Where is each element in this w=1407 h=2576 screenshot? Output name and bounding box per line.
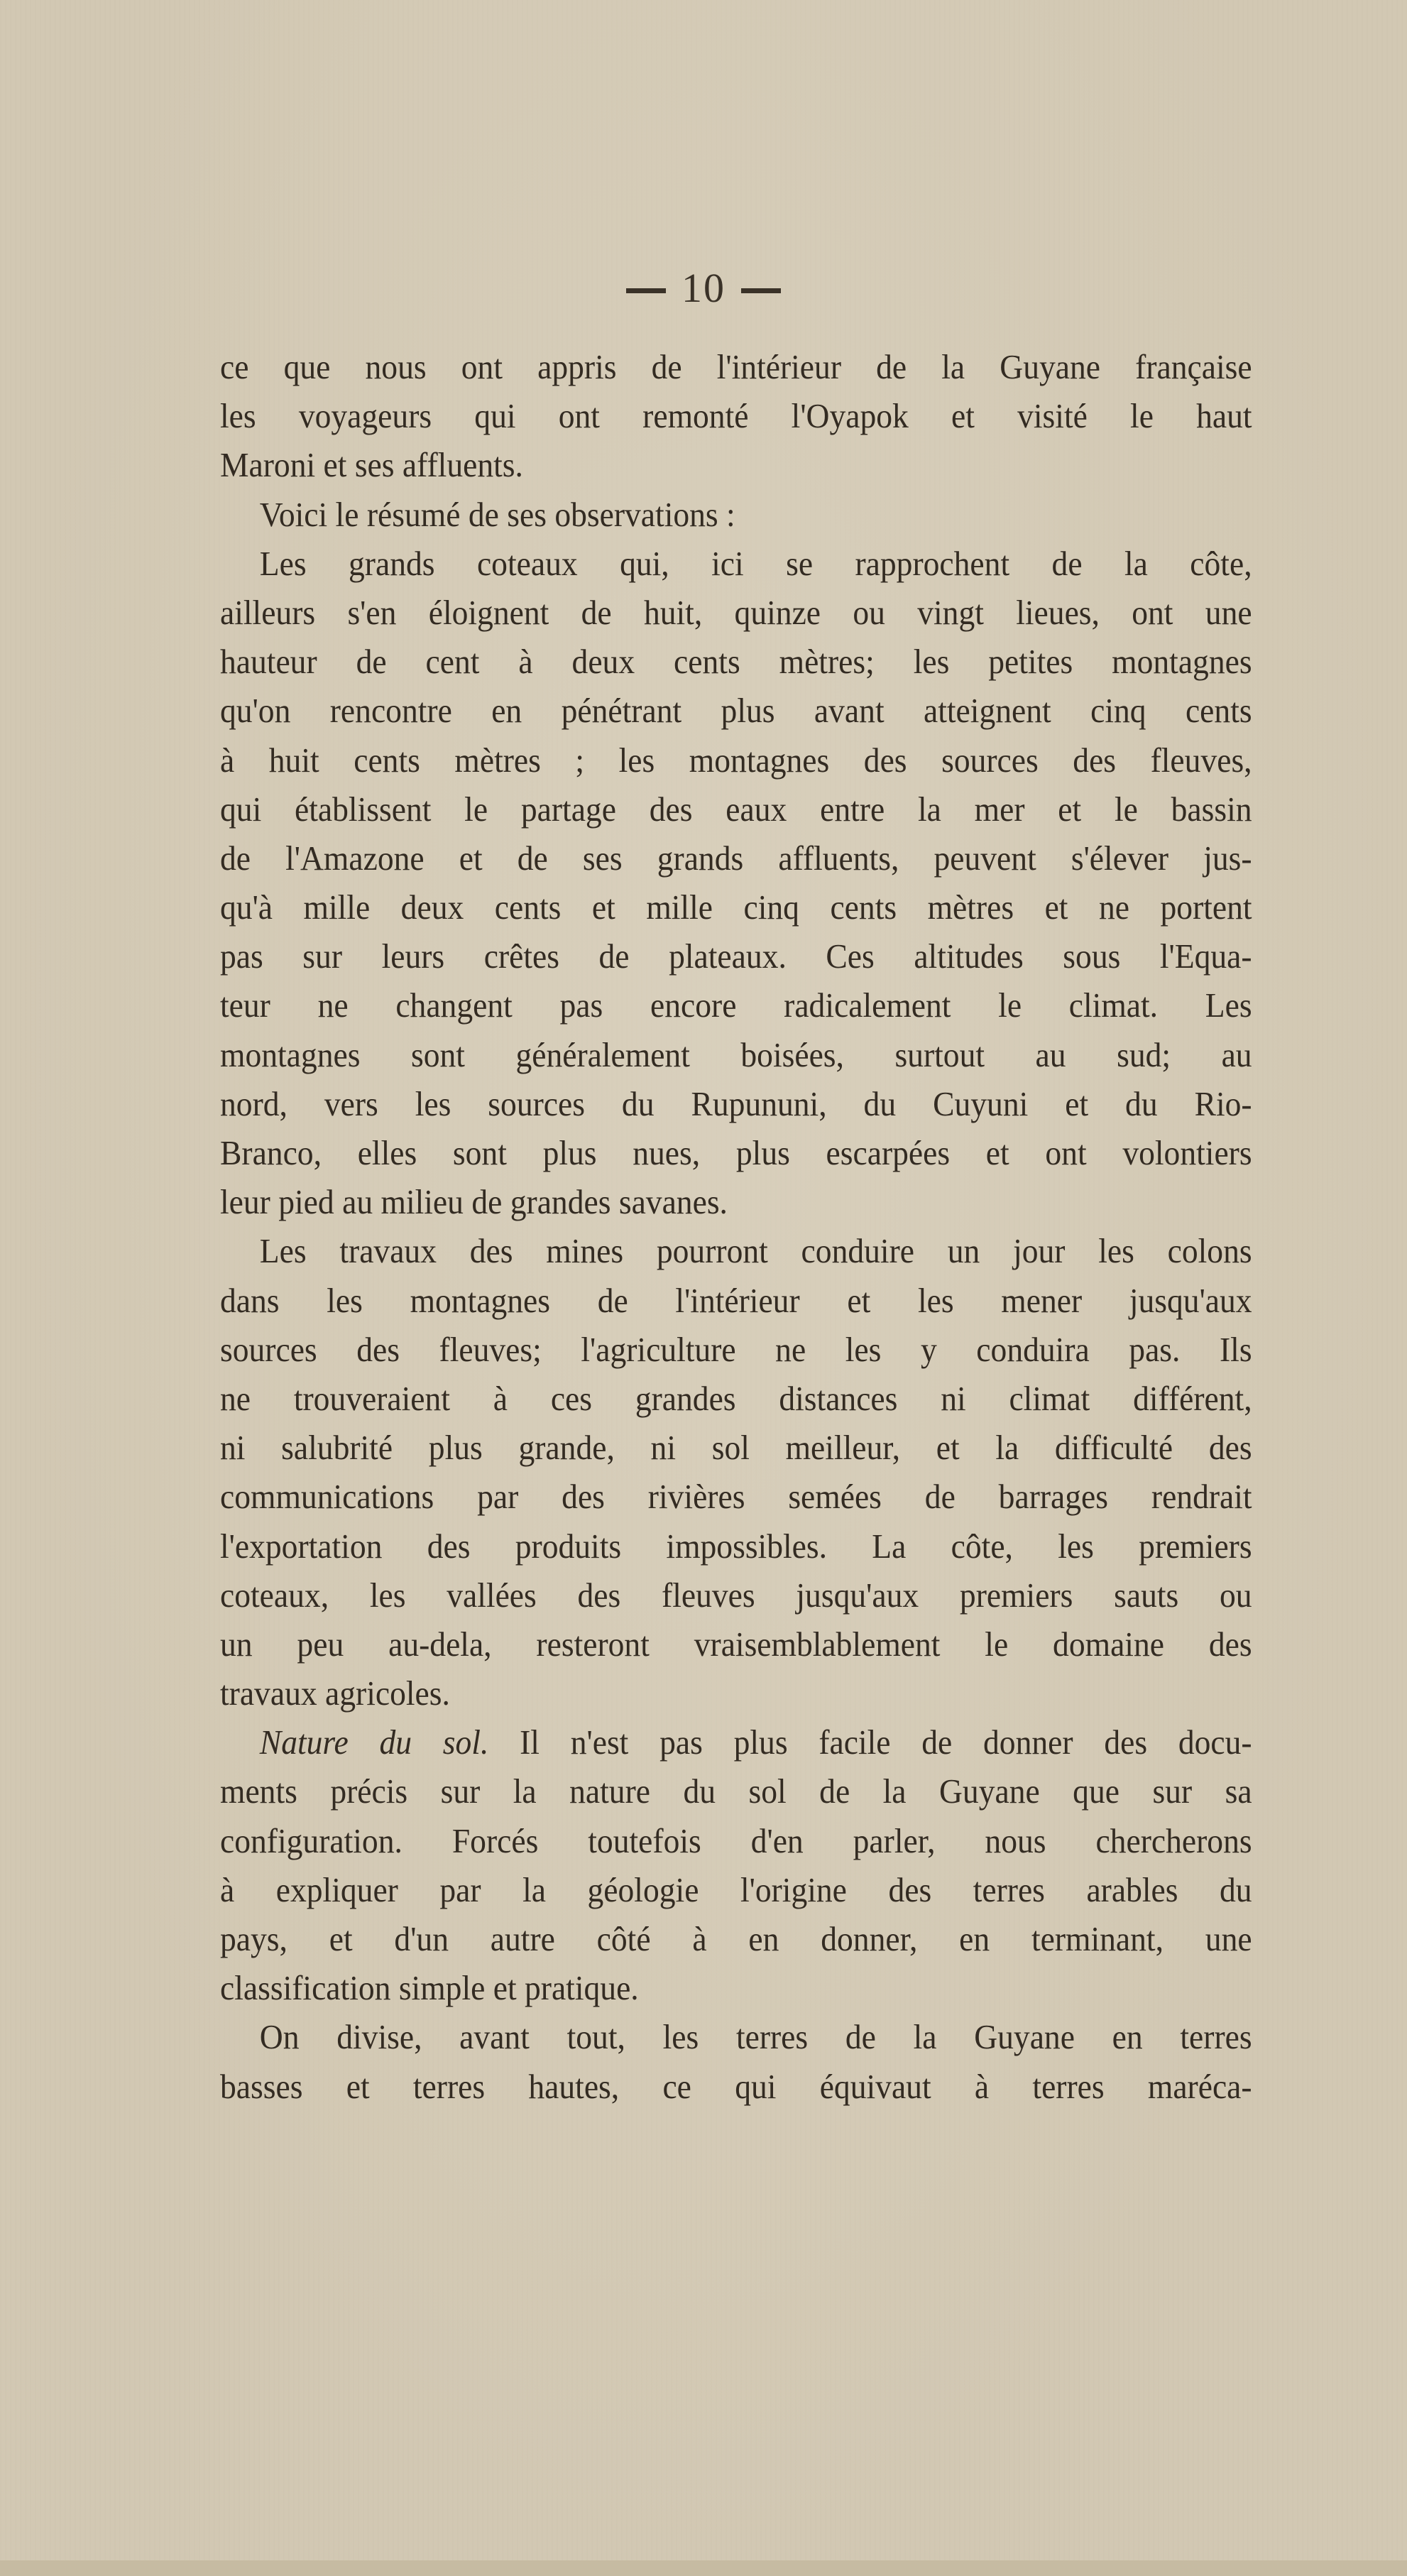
text-line-section-heading — [220, 1718, 1252, 1767]
text-line: communications par des rivières semées de barrages rendrait — [220, 1477, 1252, 1517]
page-number-value: 10 — [681, 265, 726, 311]
text-line: l'exportation des produits impossibles. La côte, les premiers — [220, 1526, 1252, 1566]
text-line: qui établissent le partage des eaux entre la mer et le bassin — [220, 789, 1252, 829]
text-line: configuration. Forcés toutefois d'en parler, nous chercherons — [220, 1821, 1252, 1860]
text-line: ni salubrité plus grande, ni sol meilleur, et la difficulté des — [220, 1428, 1252, 1468]
text-line: Branco, elles sont plus nues, plus escarpées et ont volontiers — [220, 1133, 1252, 1172]
text-line: nord, vers les sources du Rupununi, du Cuyuni et du Rio- — [220, 1084, 1252, 1123]
text-line: à huit cents mètres ; les montagnes des sources des fleuves, — [220, 740, 1252, 780]
folio-dash-right — [741, 288, 781, 293]
text-line: à expliquer par la géologie l'origine des terres arables du — [220, 1870, 1252, 1909]
text-line: basses et terres hautes, ce qui équivaut à terres maréca- — [220, 2066, 1252, 2106]
text-line: pas sur leurs crêtes de plateaux. Ces altitudes sous l'Equa- — [220, 937, 1252, 976]
text-line: classification simple et pratique. — [220, 1968, 639, 2008]
page-number — [0, 264, 1407, 312]
text-line: On divise, avant tout, les terres de la Guyane en terres — [259, 2017, 1252, 2057]
text-line: ce que nous ont appris de l'intérieur de la Guyane française — [220, 347, 1252, 386]
text-line: travaux agricoles. — [220, 1674, 450, 1713]
text-line: Voici le résumé de ses observations : — [259, 494, 735, 534]
text-line: Les grands coteaux qui, ici se rapprochent de la côte, — [259, 543, 1252, 583]
text-line: les voyageurs qui ont remonté l'Oyapok et visité le haut — [220, 396, 1252, 436]
text-line: ailleurs s'en éloignent de huit, quinze ou vingt lieues, ont une — [220, 592, 1252, 632]
text-line: ments précis sur la nature du sol de la Guyane que sur sa — [220, 1772, 1252, 1811]
text-line: pays, et d'un autre côté à en donner, en terminant, une — [220, 1919, 1252, 1958]
text-line: sources des fleuves; l'agriculture ne les y conduira pas. Ils — [220, 1329, 1252, 1369]
text-line-remainder: Il n'est pas plus facile de donner des docu- — [488, 1723, 1252, 1762]
text-line: un peu au-dela, resteront vraisemblablement le domaine des — [220, 1624, 1252, 1664]
text-line: qu'à mille deux cents et mille cinq cents mètres et ne portent — [220, 888, 1252, 927]
text-line: qu'on rencontre en pénétrant plus avant atteignent cinq cents — [220, 691, 1252, 731]
text-line: de l'Amazone et de ses grands affluents, peuvent s'élever jus- — [220, 838, 1252, 878]
text-line: Les travaux des mines pourront conduire un jour les colons — [259, 1231, 1252, 1271]
text-line: montagnes sont généralement boisées, surtout au sud; au — [220, 1035, 1252, 1074]
text-line: leur pied au milieu de grandes savanes. — [220, 1182, 728, 1222]
text-line: teur ne changent pas encore radicalement le climat. Les — [220, 986, 1252, 1025]
text-line: coteaux, les vallées des fleuves jusqu'aux premiers sauts ou — [220, 1575, 1252, 1615]
folio-dash-left — [626, 288, 666, 293]
text-line: dans les montagnes de l'intérieur et les mener jusqu'aux — [220, 1280, 1252, 1320]
text-line: hauteur de cent à deux cents mètres; les petites montagnes — [220, 642, 1252, 682]
section-heading-nature-du-sol: Nature du sol. — [259, 1723, 489, 1762]
text-line: Maroni et ses affluents. — [220, 445, 523, 485]
text-line: ne trouveraient à ces grandes distances ni climat différent, — [220, 1378, 1252, 1418]
body-text — [220, 342, 1252, 2111]
